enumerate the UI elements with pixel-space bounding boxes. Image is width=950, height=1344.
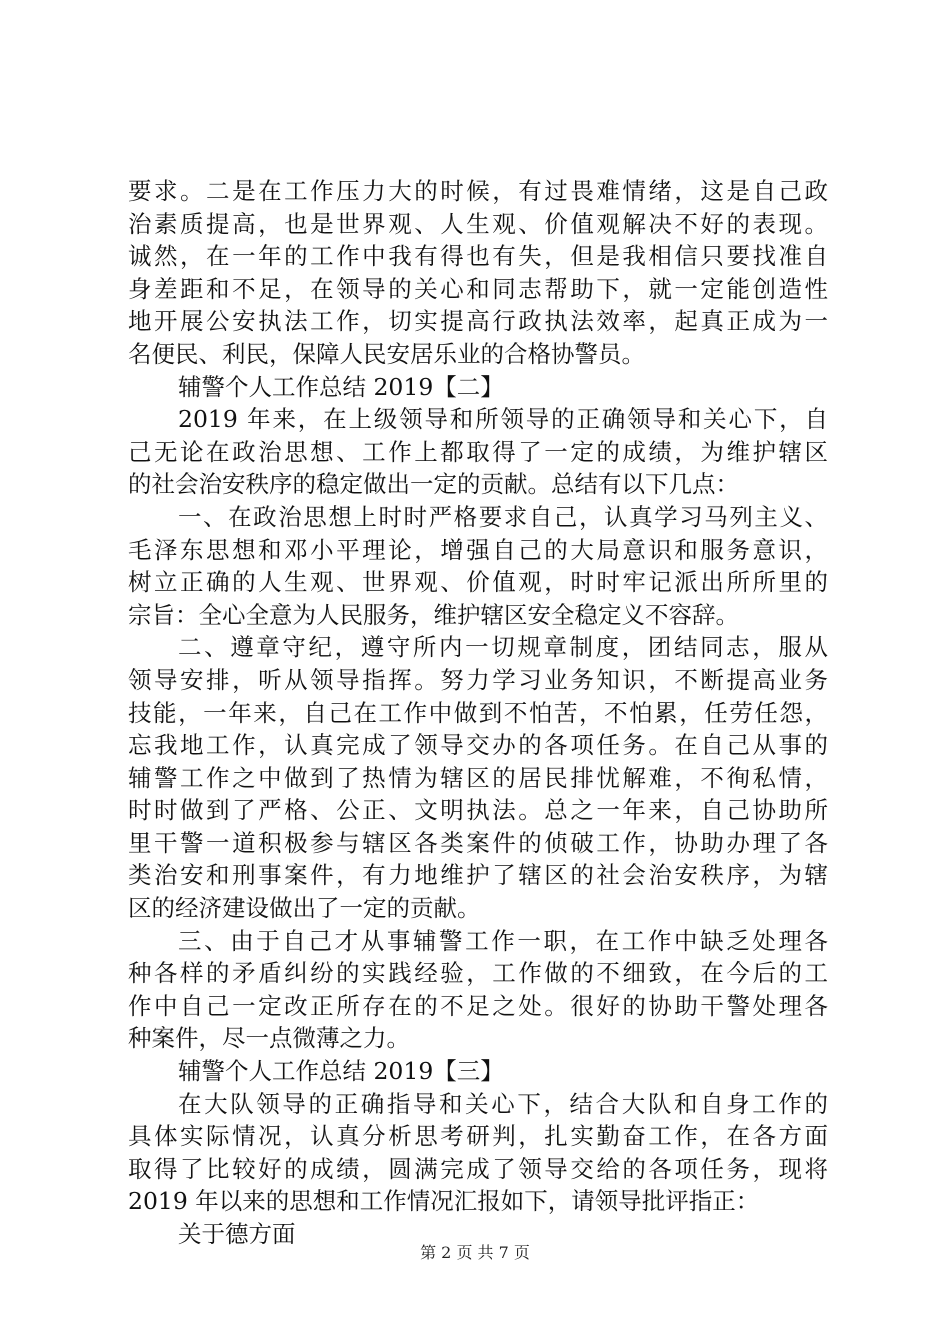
text-line: 地开展公安执法工作，切实提高行政执法效率，起真正成为一 — [128, 307, 828, 336]
text-line: 辅警工作之中做到了热情为辖区的居民排忧解难，不徇私情， — [128, 763, 828, 792]
text-line: 毛泽东思想和邓小平理论，增强自己的大局意识和服务意识， — [128, 535, 828, 564]
text-line: 名便民、利民，保障人民安居乐业的合格协警员。 — [128, 339, 645, 368]
text-line: 忘我地工作，认真完成了领导交办的各项任务。在自己从事的 — [128, 731, 828, 760]
document-body — [128, 175, 828, 1251]
text-line: 身差距和不足，在领导的关心和同志帮助下，就一定能创造性 — [128, 274, 828, 303]
text-line: 技能，一年来，自己在工作中做到不怕苦，不怕累，任劳任怨， — [128, 698, 828, 727]
text-line: 关于德方面 — [178, 1220, 296, 1248]
text-line: 作中自己一定改正所存在的不足之处。很好的协助干警处理各 — [128, 991, 828, 1020]
text-line: 里干警一道积极参与辖区各类案件的侦破工作，协助办理了各 — [128, 828, 828, 857]
text-line: 树立正确的人生观、世界观、价值观，时时牢记派出所所里的 — [128, 568, 828, 597]
text-line: 区的经济建设做出了一定的贡献。 — [128, 894, 481, 923]
text-line: 宗旨：全心全意为人民服务，维护辖区安全稳定义不容辞。 — [128, 600, 739, 629]
section-heading: 辅警个人工作总结 2019【三】 — [178, 1057, 504, 1086]
text-line: 种案件，尽一点微薄之力。 — [128, 1024, 410, 1053]
text-line: 2019 年以来的思想和工作情况汇报如下，请领导批评指正： — [128, 1187, 760, 1216]
text-line: 要求。二是在工作压力大的时候，有过畏难情绪，这是自己政 — [128, 177, 828, 205]
text-line: 取得了比较好的成绩，圆满完成了领导交给的各项任务，现将 — [128, 1154, 828, 1183]
section-heading: 辅警个人工作总结 2019【二】 — [178, 372, 504, 401]
page-number-footer: 第 2 页 共 7 页 — [420, 1243, 530, 1262]
text-line: 类治安和刑事案件，有力地维护了辖区的社会治安秩序，为辖 — [128, 861, 828, 890]
text-line: 治素质提高，也是世界观、人生观、价值观解决不好的表现。 — [128, 209, 828, 238]
text-line: 诚然，在一年的工作中我有得也有失，但是我相信只要找准自 — [128, 242, 828, 271]
text-line: 己无论在政治思想、工作上都取得了一定的成绩，为维护辖区 — [128, 437, 828, 466]
text-line: 的社会治安秩序的稳定做出一定的贡献。总结有以下几点： — [128, 470, 739, 499]
text-line: 领导安排，听从领导指挥。努力学习业务知识，不断提高业务 — [128, 665, 828, 694]
text-line: 一、在政治思想上时时严格要求自己，认真学习马列主义、 — [178, 502, 828, 531]
text-line: 时时做到了严格、公正、文明执法。总之一年来，自己协助所 — [128, 796, 828, 825]
text-line: 具体实际情况，认真分析思考研判，扎实勤奋工作，在各方面 — [128, 1122, 828, 1151]
text-line: 二、遵章守纪，遵守所内一切规章制度，团结同志，服从 — [178, 633, 828, 662]
text-line: 在大队领导的正确指导和关心下，结合大队和自身工作的 — [178, 1089, 828, 1118]
text-line: 2019 年来，在上级领导和所领导的正确领导和关心下，自 — [178, 405, 828, 434]
text-line: 种各样的矛盾纠纷的实践经验，工作做的不细致，在今后的工 — [128, 959, 828, 988]
text-line: 三、由于自己才从事辅警工作一职，在工作中缺乏处理各 — [178, 926, 828, 955]
